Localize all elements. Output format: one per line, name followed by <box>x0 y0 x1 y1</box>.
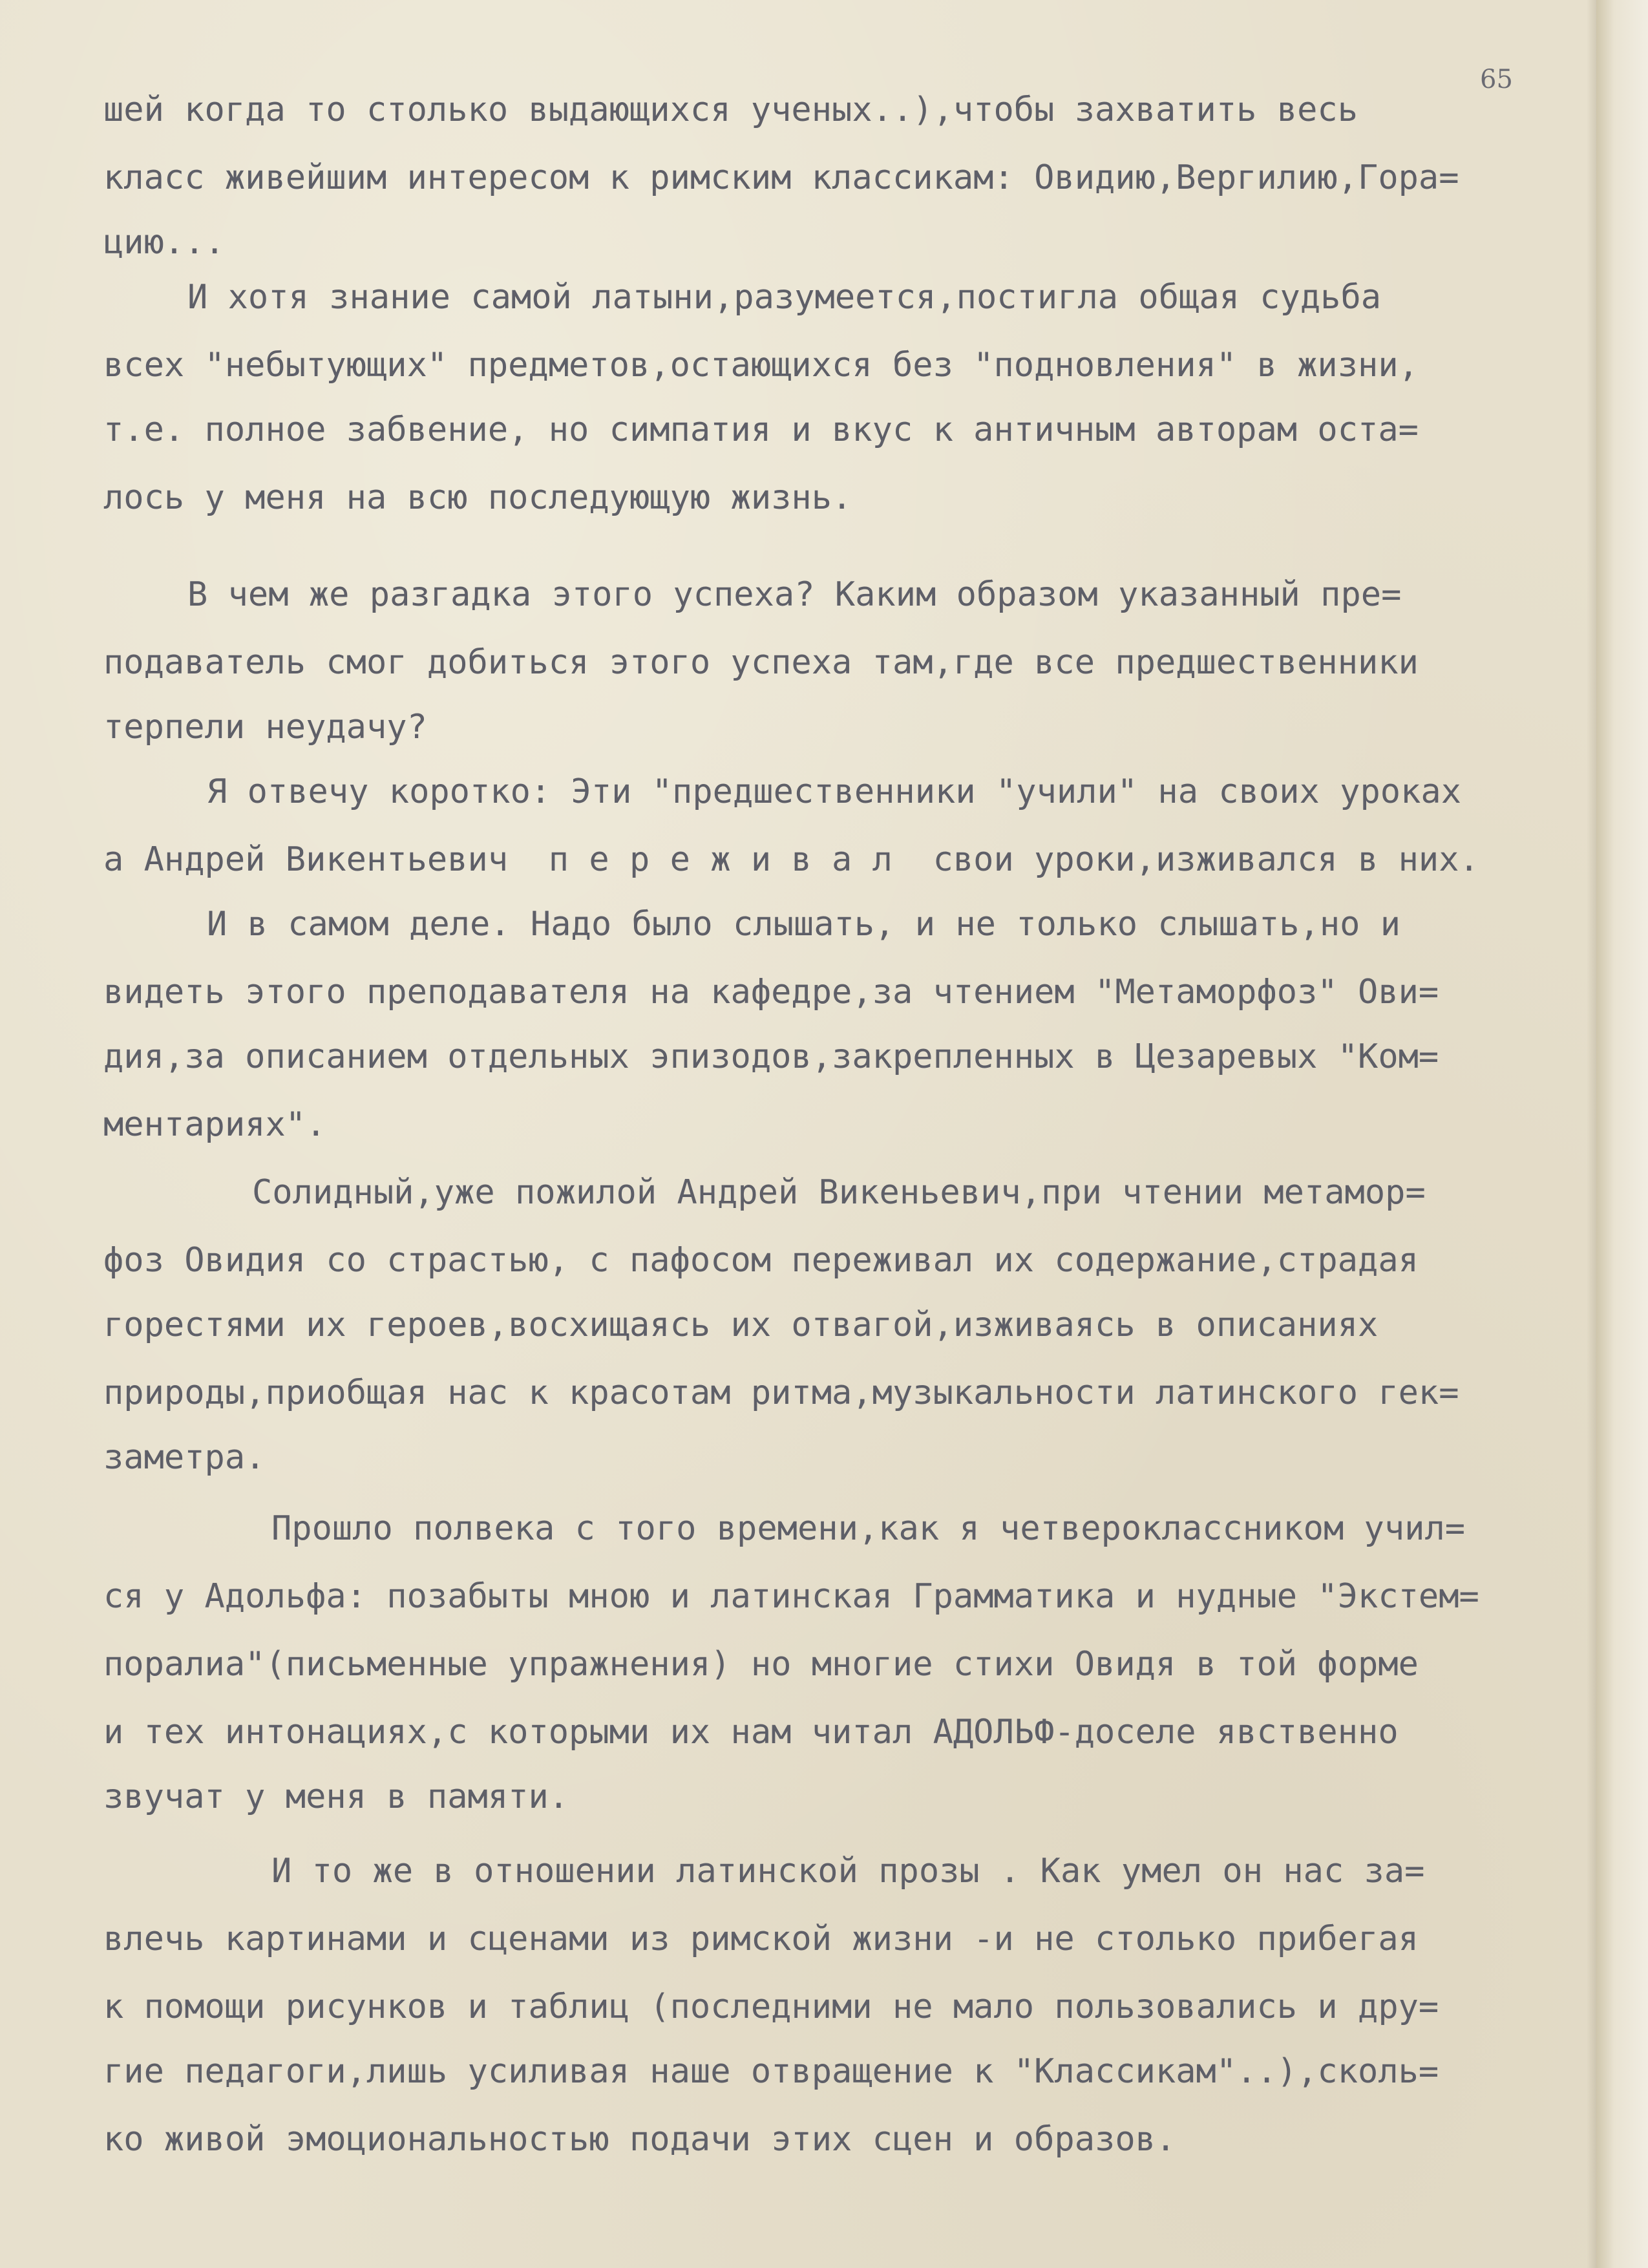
text-line: И то же в отношении латинской прозы . Как умел он нас за= <box>271 1852 1425 1891</box>
text-line: Я отвечу коротко: Эти "предшественники "учили" на своих уроках <box>207 772 1462 811</box>
text-line: класс живейшим интересом к римским классикам: Овидию,Вергилию,Гора= <box>103 158 1459 197</box>
text-line: и тех интонациях,с которыми их нам читал АДОЛЬФ-доселе явственно <box>103 1713 1399 1752</box>
text-line: к помощи рисунков и таблиц (последними не мало пользовались и дру= <box>103 1987 1439 2026</box>
text-line: горестями их героев,восхищаясь их отвагой,изживаясь в описаниях <box>103 1306 1379 1344</box>
text-line: терпели неудачу? <box>103 708 427 747</box>
text-line: ся у Адольфа: позабыты мною и латинская Грамматика и нудные "Экстем= <box>103 1577 1479 1616</box>
text-line: ментариях". <box>103 1105 326 1144</box>
text-line: звучат у меня в памяти. <box>103 1777 569 1816</box>
text-line: а Андрей Викентьевич п е р е ж и в а л свои уроки,изживался в них. <box>103 840 1479 879</box>
text-line: лось у меня на всю последующую жизнь. <box>103 478 852 517</box>
text-line: гие педагоги,лишь усиливая наше отвращение к "Классикам"..),сколь= <box>103 2052 1439 2091</box>
text-line: всех "небытующих" предметов,остающихся без "подновления" в жизни, <box>103 346 1419 385</box>
text-line: Прошло полвека с того времени,как я четвероклассником учил= <box>271 1509 1466 1548</box>
text-line: фоз Овидия со страстью, с пафосом переживал их содержание,страдая <box>103 1241 1419 1280</box>
text-line: поралиа"(письменные упражнения) но многие стихи Овидя в той форме <box>103 1645 1419 1684</box>
text-line: В чем же разгадка этого успеха? Каким образом указанный пре= <box>187 575 1402 614</box>
text-line: ко живой эмоциональностью подачи этих сцен и образов. <box>103 2120 1176 2159</box>
text-line: цию... <box>103 223 225 262</box>
text-line: природы,приобщая нас к красотам ритма,музыкальности латинского гек= <box>103 1373 1459 1412</box>
page-number: 65 <box>1480 65 1513 94</box>
text-line: подаватель смог добиться этого успеха там,где все предшественники <box>103 643 1419 682</box>
text-line: заметра. <box>103 1438 266 1477</box>
text-line: шей когда то столько выдающихся ученых..),чтобы захватить весь <box>103 90 1358 129</box>
text-line: видеть этого преподавателя на кафедре,за чтением "Метаморфоз" Ови= <box>103 973 1439 1012</box>
text-line: Солидный,уже пожилой Андрей Викеньевич,при чтении метамор= <box>252 1173 1426 1212</box>
text-line: И хотя знание самой латыни,разумеется,постигла общая судьба <box>187 278 1382 317</box>
text-line: влечь картинами и сценами из римской жизни -и не столько прибегая <box>103 1920 1419 1958</box>
text-line: дия,за описанием отдельных эпизодов,закрепленных в Цезаревых "Ком= <box>103 1037 1439 1076</box>
page-edge <box>1596 0 1648 2268</box>
text-line: т.е. полное забвение, но симпатия и вкус к античным авторам оста= <box>103 410 1419 449</box>
text-line: И в самом деле. Надо было слышать, и не только слышать,но и <box>207 905 1401 944</box>
